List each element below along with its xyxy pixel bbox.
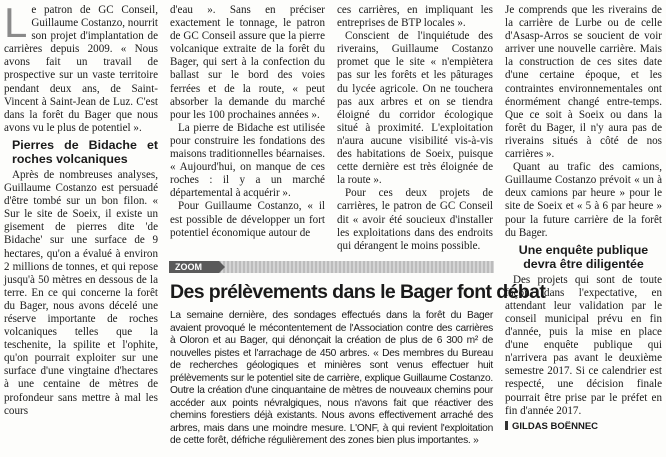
article-column-2 [170,4,325,240]
paragraph: ces carrières, en impliquant les entreprises de BTP locales ». [337,4,493,30]
subheading-pierres: Pierres de Bidache et roches volcaniques [12,137,158,166]
paragraph: d'eau ». Sans en préciser exactement le tonnage, le patron de GC Conseil assure que la pierre volcanique extraite de la forêt du Bager, qui sert à la confection du ballast sur le bord des voies ferrées et de la route, « peut absorber la demande du marché pour les 100 prochaines années ». [170,4,325,121]
zoom-body: La semaine dernière, des sondages effectués dans la forêt du Bager avaient provoqué le mécontentement de l'Association contre des carrières à Oloron et au Bager, qui dénonçait la création de plus de 6 300 m² de nouvelles pistes et l'arrachage de 450 arbres. « Des membres du Bureau de recherches géologiques et minières sont venus effectuer huit prélèvements sur le potentiel site de carrière, explique Guillaume Costanzo. Outre la création d'une cinquantaine de mètres de nouveaux chemins pour accéder aux points névralgiques, nous n'avons fait que réactiver des chemins forestiers déjà existants. Nous avons effectivement arraché des arbres, mais dans une moindre mesure. L'ONF, à qui revient l'exploitation de cette forêt, défriche régulièrement des zones bien plus importantes. » [170,310,493,446]
article-column-1 [4,0,158,418]
paragraph: La pierre de Bidache est utilisée pour construire les fondations des maisons traditionnelles béarnaises. « Aujourd'hui, on manque de ces roches : il y a un marché départemental à acquérir ». [170,121,325,200]
paragraph: Des projets qui sont de toute façon dans l'expectative, en attendant leur validation par le conseil municipal prévu en fin d'année, puis la mise en place d'une enquête publique qui n'arrivera pas avant le deuxième semestre 2017. Si ce calendrier est respecté, une décision finale pourrait être prise par le préfet en fin d'année 2017. [505,273,662,417]
zoom-tag: ZOOM [169,261,219,273]
paragraph: Pour ces deux projets de carrières, le patron de GC Conseil dit « avoir été soucieux d'installer les exploitations dans des endroits qui dérangent le moins possible. [337,187,493,252]
drop-cap: L [4,0,28,46]
author-signature [505,420,662,433]
zoom-headline: Des prélèvements dans le Bager font débat [170,281,546,303]
paragraph: Quant au trafic des camions, Guillaume Costanzo prévoit « un à deux camions par heure » pour le site de Soeix et « 5 à 6 par heure » pour la future carrière de la forêt du Bager. [505,161,662,239]
intro-paragraph: e patron de GC Conseil, Guillaume Costanzo, nourrit son projet d'implantation de carrières depuis 2009. « Nous avons fait un travail de prospective sur un vaste territoire pendant deux ans, de Saint-Vincent à Saint-Jean de Luz. C'est dans la forêt du Bager que nous avons vu le plus de potentiel ». [4,4,158,134]
paragraph: Je comprends que les riverains de la carrière de Lurbe ou de celle d'Asasp-Arros se soucient de voir arriver une nouvelle carrière. Mais la construction de ces sites date d'une certaine époque, et les contraintes environnementales ont énormément changé entre-temps. Que ce soit à Soeix ou dans la forêt du Bager, il n'y aura pas de riverains situés à côté de nos carrières ». [505,4,662,161]
signature-bar [505,421,508,430]
paragraph: Après de nombreuses analyses, Guillaume Costanzo est persuadé d'être tombé sur un bon filon. « Sur le site de Soeix, il existe un gisement de pierres dite 'de Bidache' sur une surface de 9 hectares, qu'on a évalué à environ 2 millions de tonnes, et qui repose jusqu'à 50 mètres en dessous de la terre. En ce qui concerne la forêt du Bager, nous avons décelé une réserve importante de roches volcaniques telles que la teschenite, la spilite et l'ophite, qu'on pourrait exploiter sur une surface d'une vingtaine d'hectares à une centaine de mètres de profondeur sans mettre à mal les cours [4,168,158,417]
subheading-enquete: Une enquête publique devra être diligentée [518,242,649,271]
article-column-4 [505,4,662,433]
article-column-3 [337,4,493,253]
paragraph: Conscient de l'inquiétude des riverains, Guillaume Costanzo promet que le site « n'empiètera pas sur les forêts et les pâturages du lycée agricole. On ne touchera pas aux arbres et on se tiendra éloigné du corridor écologique situé à proximité. L'exploitation n'aura aucune visibilité vis-à-vis des habitations de Soeix, puisque cette dernière est très éloignée de la route ». [337,30,493,187]
paragraph: Pour Guillaume Costanzo, « il est possible de développer un fort potentiel économique autour de [170,200,325,239]
author-name: GILDAS BOËNNEC [512,420,599,432]
